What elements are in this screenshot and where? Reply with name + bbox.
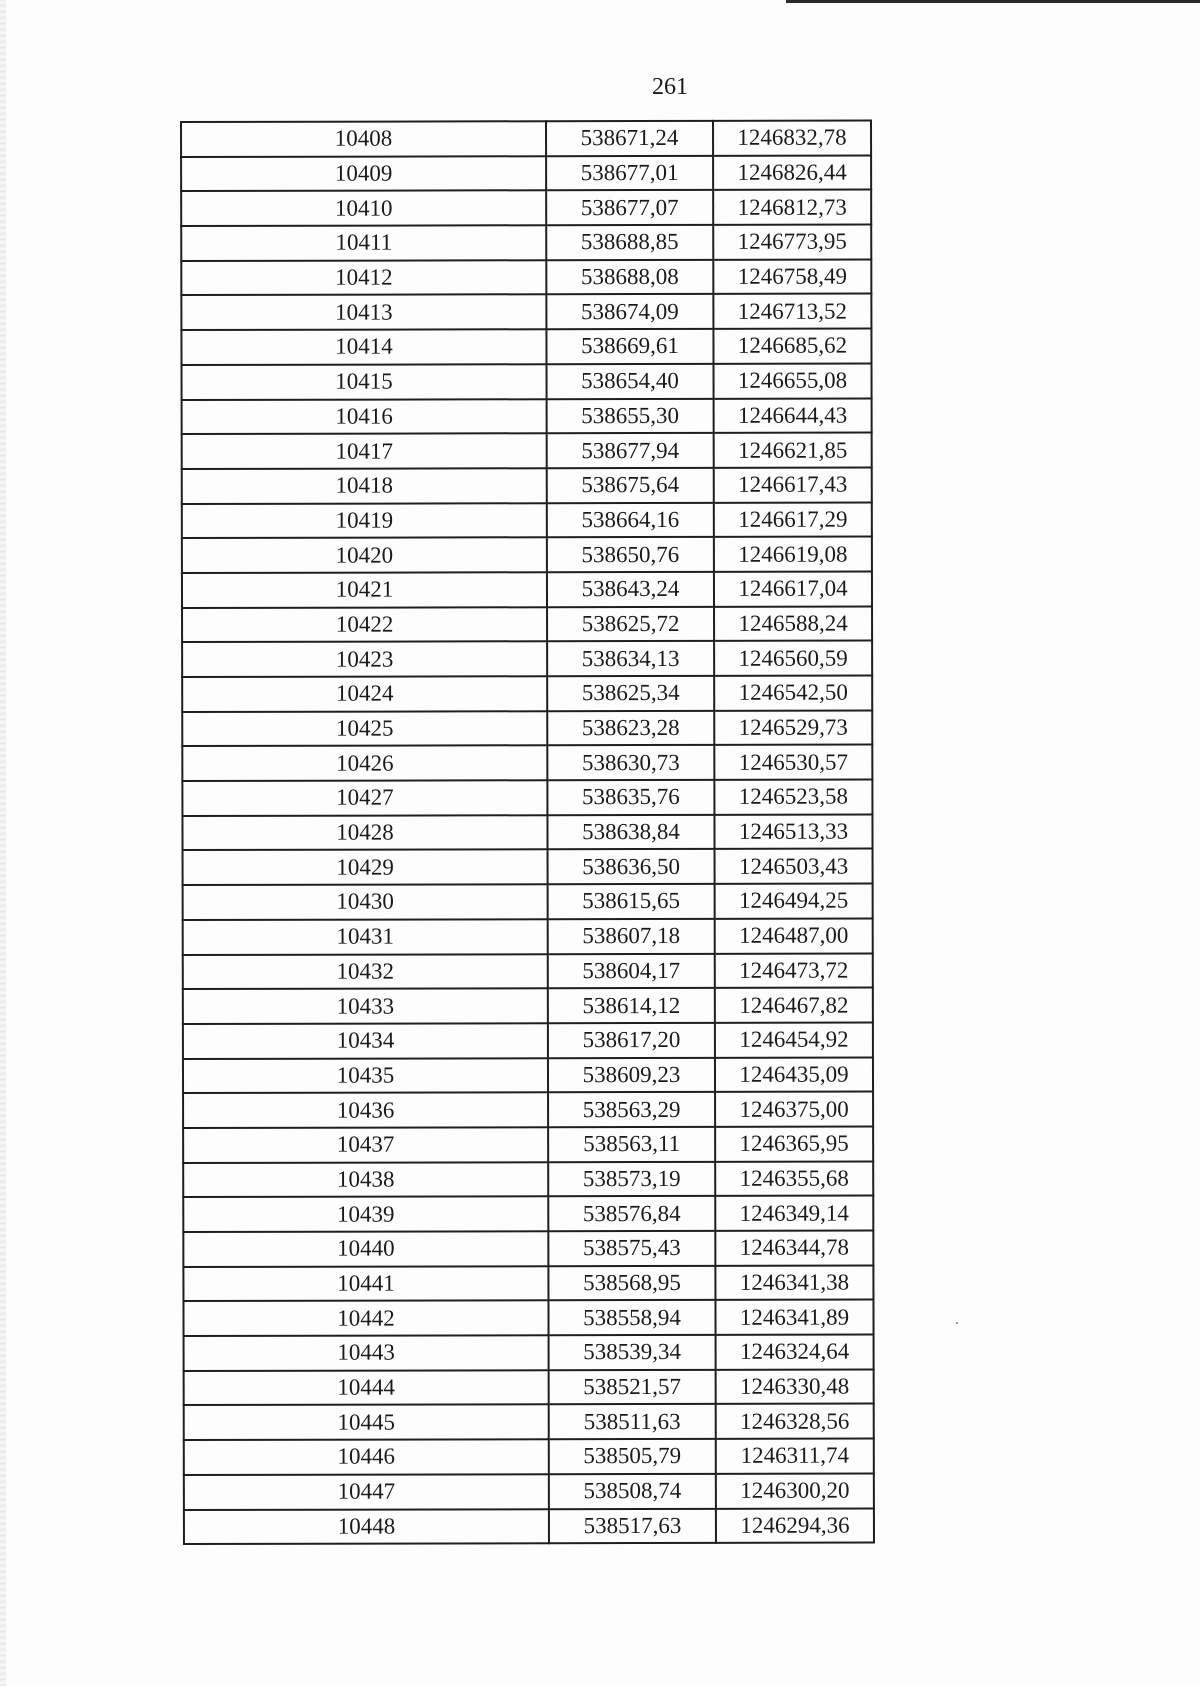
point-number-cell: 10441 [183,1266,548,1301]
point-number-cell: 10437 [183,1127,548,1162]
x-coordinate-cell: 538576,84 [548,1196,715,1231]
y-coordinate-cell: 1246513,33 [714,814,872,849]
table-row [183,1057,873,1093]
x-coordinate-cell: 538575,43 [548,1231,715,1266]
point-number-cell: 10417 [182,433,547,468]
point-number-cell: 10414 [181,329,546,364]
y-coordinate-cell: 1246812,73 [713,190,871,225]
y-coordinate-cell: 1246341,89 [715,1300,873,1335]
x-coordinate-cell: 538650,76 [547,537,714,572]
y-coordinate-cell: 1246467,82 [715,988,873,1023]
x-coordinate-cell: 538636,50 [548,849,715,884]
table-row [183,1300,873,1336]
table-row [183,884,873,920]
table-row [184,1335,874,1371]
x-coordinate-cell: 538664,16 [547,502,714,537]
y-coordinate-cell: 1246311,74 [716,1439,874,1474]
table-row [182,467,872,503]
y-coordinate-cell: 1246588,24 [714,606,872,641]
y-coordinate-cell: 1246619,08 [714,537,872,572]
y-coordinate-cell: 1246365,95 [715,1126,873,1161]
y-coordinate-cell: 1246773,95 [713,225,871,260]
table-row [183,953,873,989]
point-number-cell: 10426 [182,746,547,781]
point-number-cell: 10420 [182,537,547,572]
point-number-cell: 10436 [183,1092,548,1127]
x-coordinate-cell: 538671,24 [546,121,713,156]
x-coordinate-cell: 538625,34 [547,676,714,711]
table-row [182,710,872,746]
x-coordinate-cell: 538654,40 [547,364,714,399]
point-number-cell: 10435 [183,1058,548,1093]
y-coordinate-cell: 1246826,44 [713,155,871,190]
x-coordinate-cell: 538688,08 [546,260,713,295]
table-row [182,814,872,850]
x-coordinate-cell: 538635,76 [547,780,714,815]
point-number-cell: 10424 [182,676,547,711]
table-row [182,398,872,434]
table-row [183,1161,873,1197]
table-row [184,1508,874,1544]
point-number-cell: 10419 [182,503,547,538]
x-coordinate-cell: 538630,73 [547,745,714,780]
table-row [183,1022,873,1058]
table-row [184,1439,874,1475]
page-number: 261 [652,74,688,100]
y-coordinate-cell: 1246758,49 [713,259,871,294]
point-number-cell: 10413 [181,295,546,330]
y-coordinate-cell: 1246617,29 [714,502,872,537]
point-number-cell: 10425 [182,711,547,746]
y-coordinate-cell: 1246330,48 [716,1369,874,1404]
point-number-cell: 10433 [183,988,548,1023]
point-number-cell: 10423 [182,642,547,677]
x-coordinate-cell: 538521,57 [549,1370,716,1405]
point-number-cell: 10412 [181,260,546,295]
y-coordinate-cell: 1246454,92 [715,1022,873,1057]
y-coordinate-cell: 1246494,25 [715,884,873,919]
x-coordinate-cell: 538508,74 [549,1474,716,1509]
x-coordinate-cell: 538625,72 [547,607,714,642]
table-row [183,1196,873,1232]
x-coordinate-cell: 538615,65 [548,884,715,919]
table-row [182,537,872,573]
x-coordinate-cell: 538674,09 [546,294,713,329]
x-coordinate-cell: 538617,20 [548,1023,715,1058]
table-row [181,259,871,295]
y-coordinate-cell: 1246503,43 [715,849,873,884]
point-number-cell: 10443 [184,1335,549,1370]
table-row [181,329,871,365]
y-coordinate-cell: 1246832,78 [713,121,871,156]
y-coordinate-cell: 1246355,68 [715,1161,873,1196]
x-coordinate-cell: 538614,12 [548,988,715,1023]
x-coordinate-cell: 538677,01 [546,156,713,191]
y-coordinate-cell: 1246294,36 [716,1508,874,1543]
coordinates-table-body [181,121,874,1545]
y-coordinate-cell: 1246655,08 [714,363,872,398]
y-coordinate-cell: 1246341,38 [715,1265,873,1300]
x-coordinate-cell: 538609,23 [548,1057,715,1092]
table-row [181,121,871,157]
table-row [184,1473,874,1509]
point-number-cell: 10409 [181,156,546,191]
x-coordinate-cell: 538677,07 [546,190,713,225]
point-number-cell: 10430 [183,884,548,919]
point-number-cell: 10431 [183,919,548,954]
table-row [183,849,873,885]
y-coordinate-cell: 1246685,62 [713,329,871,364]
x-coordinate-cell: 538573,19 [548,1162,715,1197]
point-number-cell: 10442 [183,1301,548,1336]
y-coordinate-cell: 1246344,78 [715,1231,873,1266]
x-coordinate-cell: 538634,13 [547,641,714,676]
table-row [184,1404,874,1440]
y-coordinate-cell: 1246328,56 [716,1404,874,1439]
table-row [182,606,872,642]
x-coordinate-cell: 538604,17 [548,953,715,988]
point-number-cell: 10415 [182,364,547,399]
x-coordinate-cell: 538563,11 [548,1127,715,1162]
x-coordinate-cell: 538563,29 [548,1092,715,1127]
scan-edge [0,0,6,1686]
point-number-cell: 10448 [184,1509,549,1544]
point-number-cell: 10446 [184,1439,549,1474]
point-number-cell: 10439 [183,1197,548,1232]
x-coordinate-cell: 538511,63 [549,1404,716,1439]
y-coordinate-cell: 1246621,85 [714,433,872,468]
table-row [183,1092,873,1128]
y-coordinate-cell: 1246617,43 [714,467,872,502]
point-number-cell: 10429 [183,850,548,885]
table-row [181,190,871,226]
point-number-cell: 10447 [184,1474,549,1509]
point-number-cell: 10444 [184,1370,549,1405]
y-coordinate-cell: 1246523,58 [714,780,872,815]
x-coordinate-cell: 538638,84 [547,815,714,850]
table-row [182,363,872,399]
point-number-cell: 10432 [183,954,548,989]
x-coordinate-cell: 538607,18 [548,919,715,954]
table-row [181,155,871,191]
x-coordinate-cell: 538568,95 [548,1266,715,1301]
y-coordinate-cell: 1246530,57 [714,745,872,780]
x-coordinate-cell: 538643,24 [547,572,714,607]
point-number-cell: 10421 [182,572,547,607]
table-row [183,1265,873,1301]
point-number-cell: 10434 [183,1023,548,1058]
top-rule-line [786,0,1200,3]
y-coordinate-cell: 1246375,00 [715,1092,873,1127]
point-number-cell: 10428 [182,815,547,850]
x-coordinate-cell: 538655,30 [547,398,714,433]
point-number-cell: 10445 [184,1405,549,1440]
table-row [182,676,872,712]
y-coordinate-cell: 1246713,52 [713,294,871,329]
y-coordinate-cell: 1246644,43 [714,398,872,433]
table-row [184,1369,874,1405]
point-number-cell: 10418 [182,468,547,503]
table-row [182,433,872,469]
y-coordinate-cell: 1246542,50 [714,676,872,711]
y-coordinate-cell: 1246529,73 [714,710,872,745]
point-number-cell: 10416 [182,399,547,434]
x-coordinate-cell: 538669,61 [546,329,713,364]
point-number-cell: 10410 [181,191,546,226]
point-number-cell: 10411 [181,225,546,260]
x-coordinate-cell: 538623,28 [547,711,714,746]
x-coordinate-cell: 538677,94 [547,433,714,468]
y-coordinate-cell: 1246473,72 [715,953,873,988]
x-coordinate-cell: 538517,63 [549,1508,716,1543]
y-coordinate-cell: 1246560,59 [714,641,872,676]
x-coordinate-cell: 538675,64 [547,468,714,503]
y-coordinate-cell: 1246435,09 [715,1057,873,1092]
coordinates-table [180,120,875,1546]
table-row [183,1126,873,1162]
table-row [182,571,872,607]
x-coordinate-cell: 538505,79 [549,1439,716,1474]
table-row [181,294,871,330]
y-coordinate-cell: 1246349,14 [715,1196,873,1231]
point-number-cell: 10427 [182,780,547,815]
table-row [183,918,873,954]
table-row [181,225,871,261]
table-row [183,1231,873,1267]
y-coordinate-cell: 1246487,00 [715,918,873,953]
point-number-cell: 10438 [183,1162,548,1197]
table-row [182,641,872,677]
table-row [183,988,873,1024]
table-row [182,745,872,781]
point-number-cell: 10440 [183,1231,548,1266]
table-row [182,780,872,816]
x-coordinate-cell: 538558,94 [548,1300,715,1335]
table-row [182,502,872,538]
scan-speck [956,1322,958,1324]
y-coordinate-cell: 1246324,64 [716,1335,874,1370]
x-coordinate-cell: 538688,85 [546,225,713,260]
point-number-cell: 10408 [181,121,546,156]
point-number-cell: 10422 [182,607,547,642]
y-coordinate-cell: 1246617,04 [714,571,872,606]
x-coordinate-cell: 538539,34 [549,1335,716,1370]
y-coordinate-cell: 1246300,20 [716,1473,874,1508]
